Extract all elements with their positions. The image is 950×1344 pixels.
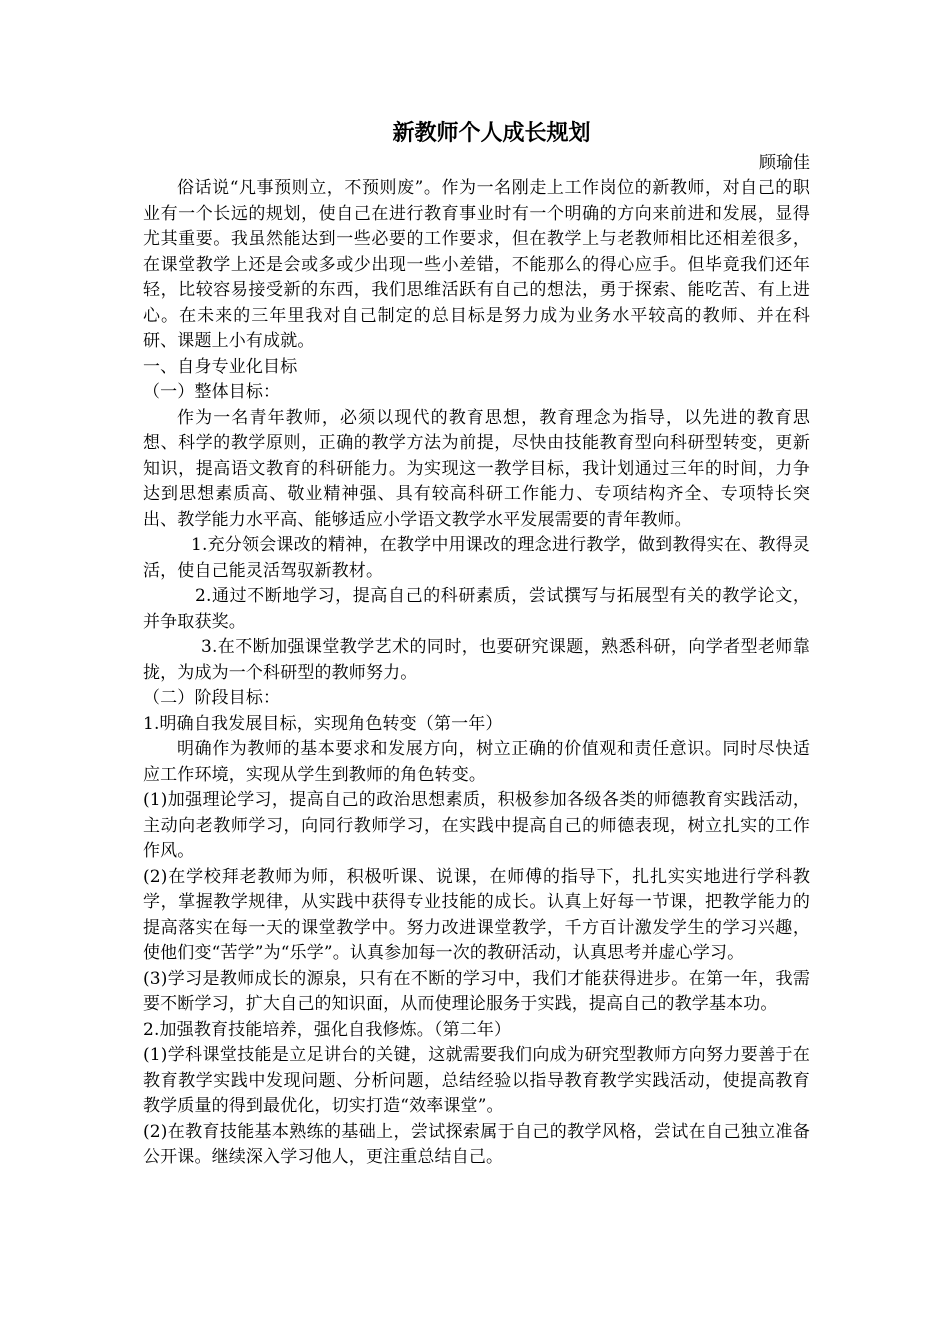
section-heading: 一、自身专业化目标 <box>143 356 298 377</box>
goal-item: 3.在不断加强课堂教学艺术的同时，也要研究课题，熟悉科研，向学者型老师靠拢，为成为一个科研型的教师努力。 <box>143 637 810 683</box>
document-title: 新教师个人成长规划 <box>392 121 591 146</box>
stage-item: (3)学习是教师成长的源泉，只有在不断的学习中，我们才能获得进步。在第一年，我需要不断学习，扩大自己的知识面，从而使理论服务于实践，提高自己的教学基本功。 <box>143 968 810 1014</box>
goal-item: 1.充分领会课改的精神，在教学中用课改的理念进行教学，做到教得实在、教得灵活，使自己能灵活驾驭新教材。 <box>143 535 810 581</box>
subsection-heading: （二）阶段目标： <box>143 688 281 708</box>
goal-item: 2.通过不断地学习，提高自己的科研素质，尝试撰写与拓展型有关的教学论文，并争取获奖。 <box>143 586 810 632</box>
stage-heading: 1.明确自我发展目标，实现角色转变（第一年） <box>143 713 503 734</box>
stage-heading: 2.加强教育技能培养，强化自我修炼。（第二年） <box>143 1019 512 1040</box>
subsection-heading: （一）整体目标： <box>143 382 281 402</box>
document-page <box>143 118 810 1171</box>
stage-item: (2)在教育技能基本熟练的基础上，尝试探索属于自己的教学风格，尝试在自己独立准备公开课。继续深入学习他人，更注重总结自己。 <box>143 1121 810 1167</box>
stage-item: (1)学科课堂技能是立足讲台的关键，这就需要我们向成为研究型教师方向努力要善于在教育教学实践中发现问题、分析问题，总结经验以指导教育教学实践活动，使提高教育教学质量的得到最优化，切实打造“效率课堂”。 <box>143 1045 810 1116</box>
author-name: 顾瑜佳 <box>759 153 810 173</box>
stage-paragraph: 明确作为教师的基本要求和发展方向，树立正确的价值观和责任意识。同时尽快适应工作环境，实现从学生到教师的角色转变。 <box>143 739 810 785</box>
stage-item: (2)在学校拜老教师为师，积极听课、说课，在师傅的指导下，扎扎实实地进行学科教学，掌握教学规律，从实践中获得专业技能的成长。认真上好每一节课，把教学能力的提高落实在每一天的课堂教学中。努力改进课堂教学，千方百计激发学生的学习兴趣，使他们变“苦学”为“乐学”。认真参加每一次的教研活动，认真思考并虚心学习。 <box>143 866 810 963</box>
intro-paragraph: 俗话说“凡事预则立，不预则废”。作为一名刚走上工作岗位的新教师，对自己的职业有一个长远的规划，使自己在进行教育事业时有一个明确的方向来前进和发展，显得尤其重要。我虽然能达到一些必要的工作要求，但在教学上与老教师相比还相差很多，在课堂教学上还是会或多或少出现一些小差错，不能那么的得心应手。但毕竟我们还年轻，比较容易接受新的东西，我们思维活跃有自己的想法，勇于探索、能吃苦、有上进心。在未来的三年里我对自己制定的总目标是努力成为业务水平较高的教师、并在科研、课题上小有成就。 <box>143 178 810 351</box>
stage-item: (1)加强理论学习，提高自己的政治思想素质，积极参加各级各类的师德教育实践活动，主动向老教师学习，向同行教师学习，在实践中提高自己的师德表现，树立扎实的工作作风。 <box>143 790 810 861</box>
overall-goal-paragraph: 作为一名青年教师，必须以现代的教育思想，教育理念为指导，以先进的教育思想、科学的教学原则，正确的教学方法为前提，尽快由技能教育型向科研型转变，更新知识，提高语文教育的科研能力。为实现这一教学目标，我计划通过三年的时间，力争达到思想素质高、敬业精神强、具有较高科研工作能力、专项结构齐全、专项特长突出、教学能力水平高、能够适应小学语文教学水平发展需要的青年教师。 <box>143 407 810 530</box>
